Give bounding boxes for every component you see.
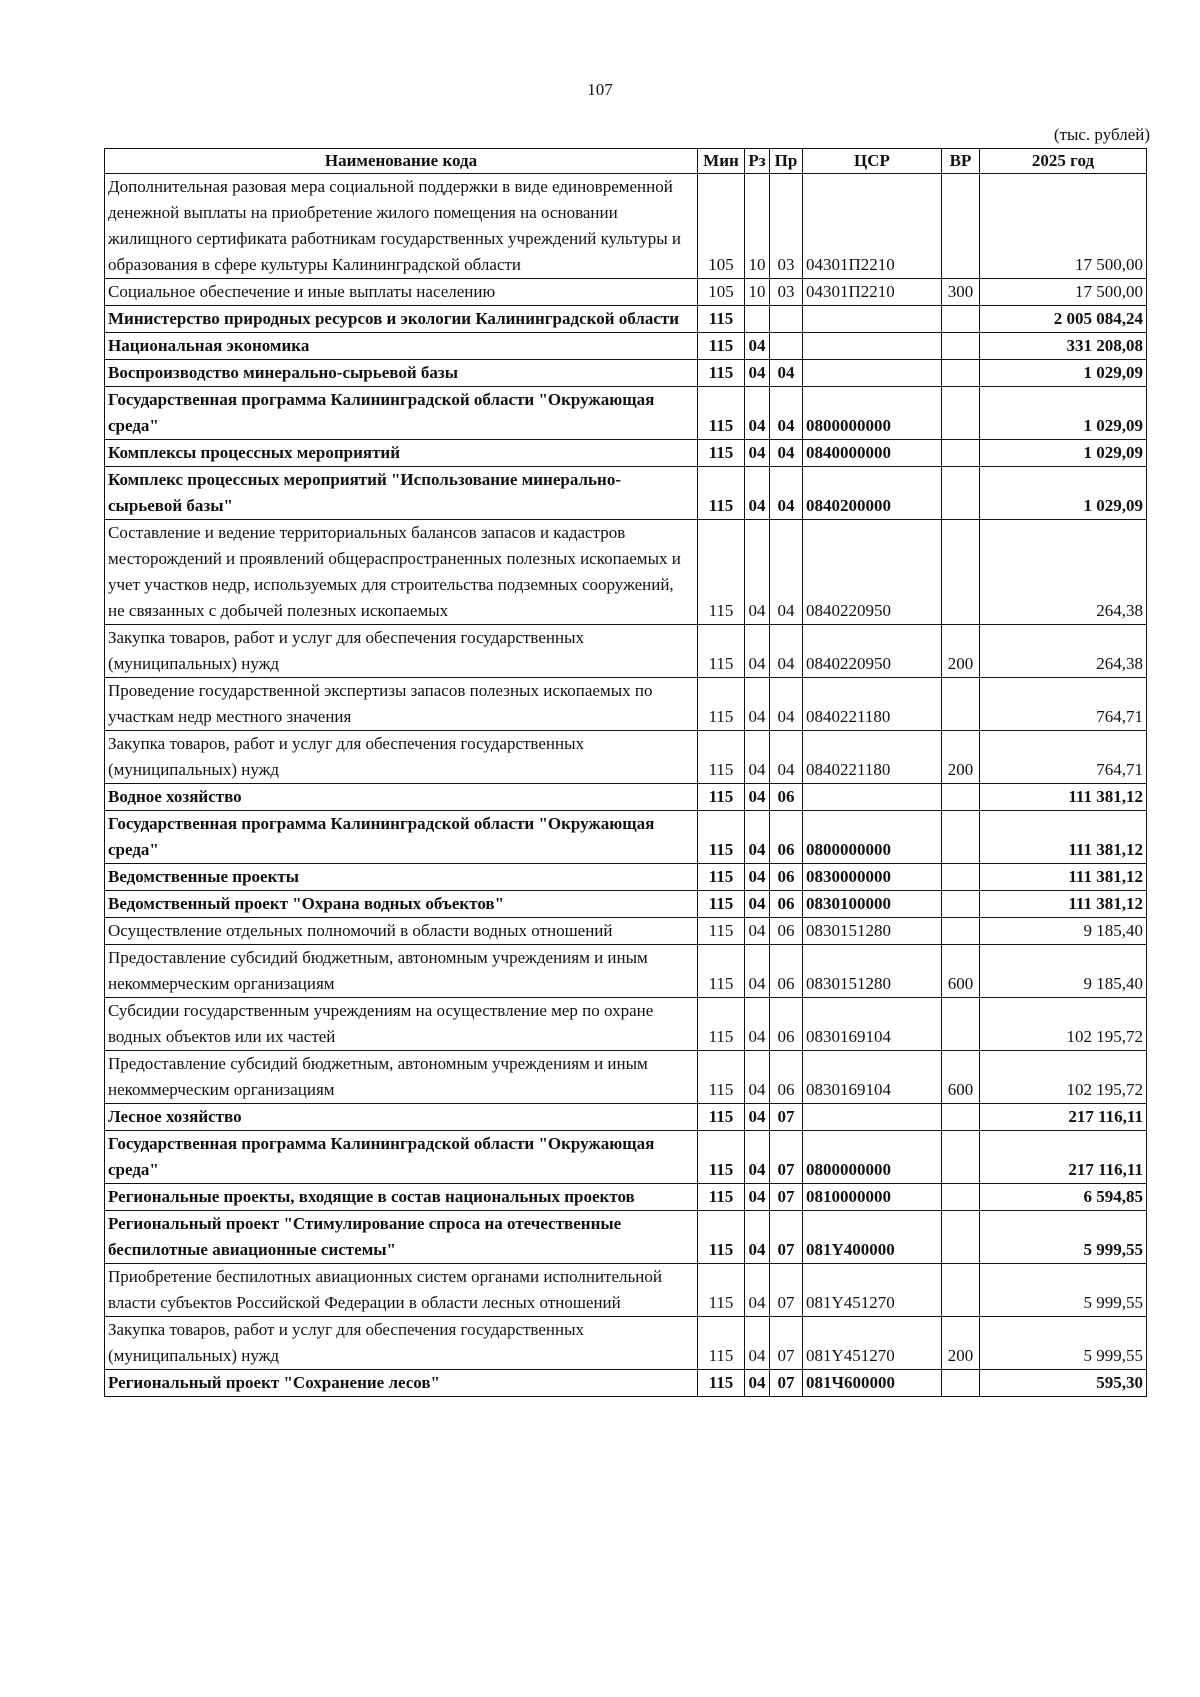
cell-csr: 04301П2210 bbox=[803, 174, 942, 279]
cell-min: 115 bbox=[698, 1184, 745, 1211]
cell-min: 115 bbox=[698, 306, 745, 333]
cell-pr: 06 bbox=[770, 998, 803, 1051]
cell-csr: 0840221180 bbox=[803, 731, 942, 784]
cell-name: Комплексы процессных мероприятий bbox=[105, 440, 698, 467]
table-row bbox=[105, 864, 1147, 891]
cell-min: 115 bbox=[698, 1131, 745, 1184]
cell-rz: 04 bbox=[745, 333, 770, 360]
cell-min: 115 bbox=[698, 387, 745, 440]
cell-name: Региональные проекты, входящие в состав национальных проектов bbox=[105, 1184, 698, 1211]
cell-amount: 102 195,72 bbox=[980, 998, 1147, 1051]
cell-csr: 0810000000 bbox=[803, 1184, 942, 1211]
cell-amount: 5 999,55 bbox=[980, 1211, 1147, 1264]
cell-rz: 04 bbox=[745, 864, 770, 891]
cell-pr: 07 bbox=[770, 1317, 803, 1370]
cell-rz: 04 bbox=[745, 1131, 770, 1184]
cell-pr: 07 bbox=[770, 1184, 803, 1211]
cell-csr: 081Y451270 bbox=[803, 1264, 942, 1317]
cell-rz: 04 bbox=[745, 1370, 770, 1397]
cell-min: 115 bbox=[698, 467, 745, 520]
cell-vr: 600 bbox=[942, 945, 980, 998]
cell-csr: 0830169104 bbox=[803, 998, 942, 1051]
table-row bbox=[105, 891, 1147, 918]
cell-rz bbox=[745, 306, 770, 333]
cell-pr: 04 bbox=[770, 360, 803, 387]
table-row bbox=[105, 784, 1147, 811]
table-row bbox=[105, 387, 1147, 440]
table-row bbox=[105, 279, 1147, 306]
cell-name: Государственная программа Калининградской области "Окружающая среда" bbox=[105, 811, 698, 864]
cell-name: Ведомственные проекты bbox=[105, 864, 698, 891]
cell-vr: 200 bbox=[942, 731, 980, 784]
cell-min: 115 bbox=[698, 1264, 745, 1317]
table-row bbox=[105, 306, 1147, 333]
cell-rz: 04 bbox=[745, 1317, 770, 1370]
cell-vr bbox=[942, 1211, 980, 1264]
cell-min: 105 bbox=[698, 279, 745, 306]
cell-amount: 217 116,11 bbox=[980, 1104, 1147, 1131]
cell-amount: 111 381,12 bbox=[980, 864, 1147, 891]
page-number: 107 bbox=[587, 80, 613, 99]
cell-csr bbox=[803, 360, 942, 387]
header-amount: 2025 год bbox=[980, 149, 1147, 174]
cell-vr bbox=[942, 333, 980, 360]
cell-amount: 764,71 bbox=[980, 678, 1147, 731]
cell-vr: 200 bbox=[942, 625, 980, 678]
cell-name: Дополнительная разовая мера социальной поддержки в виде единовременной денежной выплаты на приобретение жилого помещения на основании жилищного сертификата работникам государственных учреждений культуры и образования в сфере культуры Калининградской области bbox=[105, 174, 698, 279]
cell-min: 115 bbox=[698, 1317, 745, 1370]
cell-min: 115 bbox=[698, 625, 745, 678]
cell-pr: 06 bbox=[770, 784, 803, 811]
cell-rz: 04 bbox=[745, 891, 770, 918]
header-rz: Рз bbox=[745, 149, 770, 174]
cell-name: Предоставление субсидий бюджетным, автономным учреждениям и иным некоммерческим организациям bbox=[105, 1051, 698, 1104]
cell-min: 115 bbox=[698, 360, 745, 387]
cell-name: Воспроизводство минерально-сырьевой базы bbox=[105, 360, 698, 387]
cell-csr bbox=[803, 333, 942, 360]
cell-name: Социальное обеспечение и иные выплаты населению bbox=[105, 279, 698, 306]
cell-pr: 06 bbox=[770, 891, 803, 918]
cell-min: 115 bbox=[698, 784, 745, 811]
cell-pr: 06 bbox=[770, 1051, 803, 1104]
cell-vr: 300 bbox=[942, 279, 980, 306]
header-csr: ЦСР bbox=[803, 149, 942, 174]
cell-amount: 111 381,12 bbox=[980, 784, 1147, 811]
cell-csr: 0840000000 bbox=[803, 440, 942, 467]
cell-csr: 0830100000 bbox=[803, 891, 942, 918]
cell-name: Ведомственный проект "Охрана водных объектов" bbox=[105, 891, 698, 918]
cell-rz: 04 bbox=[745, 1051, 770, 1104]
cell-min: 115 bbox=[698, 731, 745, 784]
cell-pr bbox=[770, 306, 803, 333]
cell-rz: 04 bbox=[745, 811, 770, 864]
table-row bbox=[105, 678, 1147, 731]
cell-amount: 5 999,55 bbox=[980, 1264, 1147, 1317]
cell-csr: 04301П2210 bbox=[803, 279, 942, 306]
cell-amount: 764,71 bbox=[980, 731, 1147, 784]
cell-rz: 04 bbox=[745, 998, 770, 1051]
cell-rz: 10 bbox=[745, 174, 770, 279]
cell-pr: 04 bbox=[770, 625, 803, 678]
table-row bbox=[105, 918, 1147, 945]
cell-min: 115 bbox=[698, 1051, 745, 1104]
cell-amount: 1 029,09 bbox=[980, 440, 1147, 467]
cell-amount: 17 500,00 bbox=[980, 174, 1147, 279]
cell-name: Закупка товаров, работ и услуг для обеспечения государственных (муниципальных) нужд bbox=[105, 731, 698, 784]
cell-pr: 06 bbox=[770, 811, 803, 864]
cell-min: 115 bbox=[698, 945, 745, 998]
cell-pr: 07 bbox=[770, 1104, 803, 1131]
cell-name: Водное хозяйство bbox=[105, 784, 698, 811]
table-row bbox=[105, 1131, 1147, 1184]
cell-name: Государственная программа Калининградской области "Окружающая среда" bbox=[105, 387, 698, 440]
cell-amount: 6 594,85 bbox=[980, 1184, 1147, 1211]
cell-name: Лесное хозяйство bbox=[105, 1104, 698, 1131]
table-row bbox=[105, 333, 1147, 360]
units-label: (тыс. рублей) bbox=[1053, 125, 1150, 144]
cell-rz: 04 bbox=[745, 731, 770, 784]
cell-rz: 04 bbox=[745, 945, 770, 998]
cell-amount: 1 029,09 bbox=[980, 387, 1147, 440]
cell-amount: 264,38 bbox=[980, 625, 1147, 678]
table-row bbox=[105, 1370, 1147, 1397]
cell-name: Национальная экономика bbox=[105, 333, 698, 360]
header-min: Мин bbox=[698, 149, 745, 174]
cell-min: 115 bbox=[698, 678, 745, 731]
cell-rz: 04 bbox=[745, 678, 770, 731]
cell-csr: 081Y451270 bbox=[803, 1317, 942, 1370]
cell-name: Проведение государственной экспертизы запасов полезных ископаемых по участкам недр местного значения bbox=[105, 678, 698, 731]
cell-csr: 0830169104 bbox=[803, 1051, 942, 1104]
cell-csr: 0800000000 bbox=[803, 811, 942, 864]
cell-rz: 04 bbox=[745, 1184, 770, 1211]
table-row bbox=[105, 731, 1147, 784]
cell-vr bbox=[942, 678, 980, 731]
cell-csr: 0840221180 bbox=[803, 678, 942, 731]
cell-name: Министерство природных ресурсов и экологии Калининградской области bbox=[105, 306, 698, 333]
cell-pr: 04 bbox=[770, 731, 803, 784]
cell-vr bbox=[942, 998, 980, 1051]
header-name: Наименование кода bbox=[105, 149, 698, 174]
cell-min: 115 bbox=[698, 811, 745, 864]
cell-pr: 03 bbox=[770, 174, 803, 279]
cell-vr bbox=[942, 520, 980, 625]
cell-min: 115 bbox=[698, 918, 745, 945]
cell-name: Региональный проект "Сохранение лесов" bbox=[105, 1370, 698, 1397]
cell-name: Комплекс процессных мероприятий "Использование минерально-сырьевой базы" bbox=[105, 467, 698, 520]
cell-name: Приобретение беспилотных авиационных систем органами исполнительной власти субъектов Российской Федерации в области лесных отношений bbox=[105, 1264, 698, 1317]
cell-name: Закупка товаров, работ и услуг для обеспечения государственных (муниципальных) нужд bbox=[105, 625, 698, 678]
cell-vr bbox=[942, 306, 980, 333]
cell-vr: 600 bbox=[942, 1051, 980, 1104]
cell-name: Государственная программа Калининградской области "Окружающая среда" bbox=[105, 1131, 698, 1184]
cell-vr bbox=[942, 360, 980, 387]
cell-pr: 07 bbox=[770, 1211, 803, 1264]
cell-name: Составление и ведение территориальных балансов запасов и кадастров месторождений и проявлений общераспространенных полезных ископаемых и учет участков недр, используемых для строительства подземных сооружений, не связанных с добычей полезных ископаемых bbox=[105, 520, 698, 625]
cell-vr bbox=[942, 811, 980, 864]
cell-vr bbox=[942, 918, 980, 945]
table-row bbox=[105, 1317, 1147, 1370]
cell-vr bbox=[942, 891, 980, 918]
cell-amount: 331 208,08 bbox=[980, 333, 1147, 360]
cell-amount: 1 029,09 bbox=[980, 467, 1147, 520]
cell-pr: 07 bbox=[770, 1131, 803, 1184]
table-row bbox=[105, 467, 1147, 520]
cell-rz: 10 bbox=[745, 279, 770, 306]
cell-name: Предоставление субсидий бюджетным, автономным учреждениям и иным некоммерческим организациям bbox=[105, 945, 698, 998]
cell-amount: 102 195,72 bbox=[980, 1051, 1147, 1104]
cell-pr: 03 bbox=[770, 279, 803, 306]
cell-amount: 1 029,09 bbox=[980, 360, 1147, 387]
table-row bbox=[105, 1264, 1147, 1317]
cell-vr bbox=[942, 784, 980, 811]
table-row bbox=[105, 1104, 1147, 1131]
cell-rz: 04 bbox=[745, 1104, 770, 1131]
cell-vr: 200 bbox=[942, 1317, 980, 1370]
cell-pr: 06 bbox=[770, 864, 803, 891]
cell-min: 115 bbox=[698, 864, 745, 891]
cell-vr bbox=[942, 440, 980, 467]
cell-name: Региональный проект "Стимулирование спроса на отечественные беспилотные авиационные системы" bbox=[105, 1211, 698, 1264]
cell-csr: 0830151280 bbox=[803, 918, 942, 945]
table-row bbox=[105, 811, 1147, 864]
cell-amount: 9 185,40 bbox=[980, 918, 1147, 945]
cell-csr: 0840220950 bbox=[803, 520, 942, 625]
cell-min: 115 bbox=[698, 1370, 745, 1397]
cell-vr bbox=[942, 1104, 980, 1131]
cell-pr: 04 bbox=[770, 467, 803, 520]
cell-pr: 04 bbox=[770, 520, 803, 625]
table-row bbox=[105, 1211, 1147, 1264]
cell-rz: 04 bbox=[745, 1264, 770, 1317]
table-row bbox=[105, 174, 1147, 279]
cell-csr: 0800000000 bbox=[803, 387, 942, 440]
cell-min: 115 bbox=[698, 1211, 745, 1264]
cell-pr: 04 bbox=[770, 678, 803, 731]
table-row bbox=[105, 520, 1147, 625]
cell-csr: 0830000000 bbox=[803, 864, 942, 891]
cell-pr bbox=[770, 333, 803, 360]
cell-csr: 0840200000 bbox=[803, 467, 942, 520]
cell-pr: 04 bbox=[770, 440, 803, 467]
cell-amount: 111 381,12 bbox=[980, 891, 1147, 918]
cell-rz: 04 bbox=[745, 918, 770, 945]
cell-rz: 04 bbox=[745, 440, 770, 467]
cell-pr: 04 bbox=[770, 387, 803, 440]
cell-min: 105 bbox=[698, 174, 745, 279]
table-row bbox=[105, 998, 1147, 1051]
cell-csr: 081Y400000 bbox=[803, 1211, 942, 1264]
cell-csr: 0830151280 bbox=[803, 945, 942, 998]
cell-pr: 06 bbox=[770, 918, 803, 945]
table-row bbox=[105, 945, 1147, 998]
cell-vr bbox=[942, 467, 980, 520]
cell-vr bbox=[942, 864, 980, 891]
cell-name: Закупка товаров, работ и услуг для обеспечения государственных (муниципальных) нужд bbox=[105, 1317, 698, 1370]
cell-amount: 217 116,11 bbox=[980, 1131, 1147, 1184]
table-row bbox=[105, 1051, 1147, 1104]
table-row bbox=[105, 625, 1147, 678]
cell-amount: 264,38 bbox=[980, 520, 1147, 625]
cell-csr bbox=[803, 784, 942, 811]
cell-min: 115 bbox=[698, 998, 745, 1051]
cell-amount: 5 999,55 bbox=[980, 1317, 1147, 1370]
table-row bbox=[105, 1184, 1147, 1211]
cell-vr bbox=[942, 1370, 980, 1397]
cell-rz: 04 bbox=[745, 625, 770, 678]
cell-amount: 111 381,12 bbox=[980, 811, 1147, 864]
cell-amount: 2 005 084,24 bbox=[980, 306, 1147, 333]
cell-vr bbox=[942, 387, 980, 440]
cell-min: 115 bbox=[698, 333, 745, 360]
cell-pr: 07 bbox=[770, 1264, 803, 1317]
cell-rz: 04 bbox=[745, 387, 770, 440]
cell-vr bbox=[942, 174, 980, 279]
header-vr: ВР bbox=[942, 149, 980, 174]
cell-min: 115 bbox=[698, 891, 745, 918]
cell-name: Осуществление отдельных полномочий в области водных отношений bbox=[105, 918, 698, 945]
cell-csr bbox=[803, 306, 942, 333]
header-pr: Пр bbox=[770, 149, 803, 174]
cell-pr: 06 bbox=[770, 945, 803, 998]
cell-rz: 04 bbox=[745, 1211, 770, 1264]
cell-rz: 04 bbox=[745, 520, 770, 625]
budget-table bbox=[104, 148, 1147, 1397]
table-row bbox=[105, 440, 1147, 467]
cell-min: 115 bbox=[698, 520, 745, 625]
cell-vr bbox=[942, 1264, 980, 1317]
cell-amount: 17 500,00 bbox=[980, 279, 1147, 306]
cell-vr bbox=[942, 1131, 980, 1184]
table-row bbox=[105, 360, 1147, 387]
cell-rz: 04 bbox=[745, 467, 770, 520]
cell-amount: 595,30 bbox=[980, 1370, 1147, 1397]
cell-amount: 9 185,40 bbox=[980, 945, 1147, 998]
cell-csr: 081Ч600000 bbox=[803, 1370, 942, 1397]
cell-min: 115 bbox=[698, 440, 745, 467]
cell-name: Субсидии государственным учреждениям на осуществление мер по охране водных объектов или их частей bbox=[105, 998, 698, 1051]
cell-csr: 0800000000 bbox=[803, 1131, 942, 1184]
cell-csr bbox=[803, 1104, 942, 1131]
cell-min: 115 bbox=[698, 1104, 745, 1131]
cell-rz: 04 bbox=[745, 360, 770, 387]
cell-csr: 0840220950 bbox=[803, 625, 942, 678]
cell-vr bbox=[942, 1184, 980, 1211]
table-header-row bbox=[105, 149, 1147, 174]
cell-rz: 04 bbox=[745, 784, 770, 811]
cell-pr: 07 bbox=[770, 1370, 803, 1397]
